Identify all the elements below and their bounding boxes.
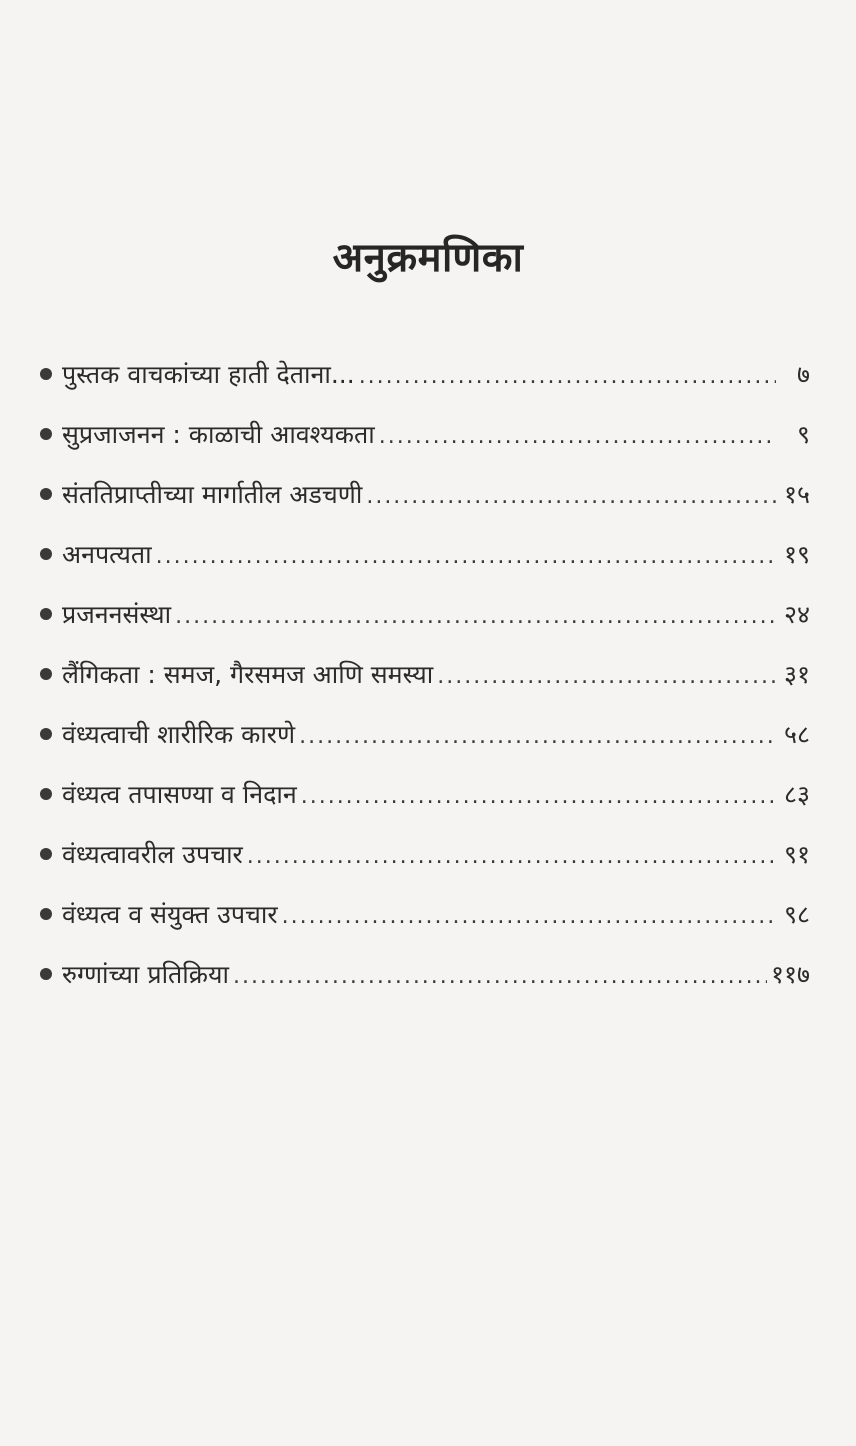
entry-page-number: ९८ [783,900,810,929]
entry-page-number: १९ [783,540,810,569]
toc-entry [40,838,810,898]
dot-leader [233,960,767,994]
entry-page-number: ३१ [783,660,810,689]
entry-title: सुप्रजाजनन : काळाची आवश्यकता [62,420,375,449]
bullet-icon [40,488,52,500]
entry-title: लैंगिकता : समज, गैरसमज आणि समस्या [62,660,434,689]
entry-title: प्रजननसंस्था [62,600,172,629]
toc-entry [40,958,810,1018]
bullet-icon [40,728,52,740]
dot-leader [175,600,776,634]
entry-page-number: ५८ [783,720,810,749]
toc-entry [40,778,810,838]
dot-leader [247,840,776,874]
entry-title: संततिप्राप्तीच्या मार्गातील अडचणी [62,480,363,509]
entry-title: रुग्णांच्या प्रतिक्रिया [62,960,229,989]
dot-leader [299,720,776,754]
bullet-icon [40,428,52,440]
dot-leader [379,420,776,454]
dot-leader [366,480,776,514]
bullet-icon [40,848,52,860]
bullet-icon [40,668,52,680]
page-title: अनुक्रमणिका [332,235,524,281]
toc-entry [40,898,810,958]
entry-page-number: ८३ [783,780,810,809]
entry-title: पुस्तक वाचकांच्या हाती देताना... [62,360,355,389]
toc-entry [40,418,810,478]
dot-leader [156,540,776,574]
bullet-icon [40,968,52,980]
entry-page-number: ९१ [783,840,810,869]
table-of-contents [40,358,810,1018]
entry-page-number: २४ [783,600,810,629]
entry-title: वंध्यत्वावरील उपचार [62,840,243,869]
entry-page-number: ७ [796,360,810,389]
dot-leader [437,660,776,694]
bullet-icon [40,368,52,380]
toc-entry [40,478,810,538]
bullet-icon [40,548,52,560]
entry-title: अनपत्यता [62,540,152,569]
entry-title: वंध्यत्वाची शारीरिक कारणे [62,720,296,749]
toc-entry [40,358,810,418]
entry-page-number: १५ [783,480,810,509]
toc-entry [40,718,810,778]
entry-title: वंध्यत्व व संयुक्त उपचार [62,900,278,929]
dot-leader [282,900,776,934]
entry-page-number: ११७ [770,960,810,989]
entry-title: वंध्यत्व तपासण्या व निदान [62,780,297,809]
toc-entry [40,538,810,598]
bullet-icon [40,908,52,920]
dot-leader [301,780,776,814]
toc-entry [40,658,810,718]
dot-leader [359,360,776,394]
entry-page-number: ९ [796,420,810,449]
bullet-icon [40,608,52,620]
bullet-icon [40,788,52,800]
toc-entry [40,598,810,658]
